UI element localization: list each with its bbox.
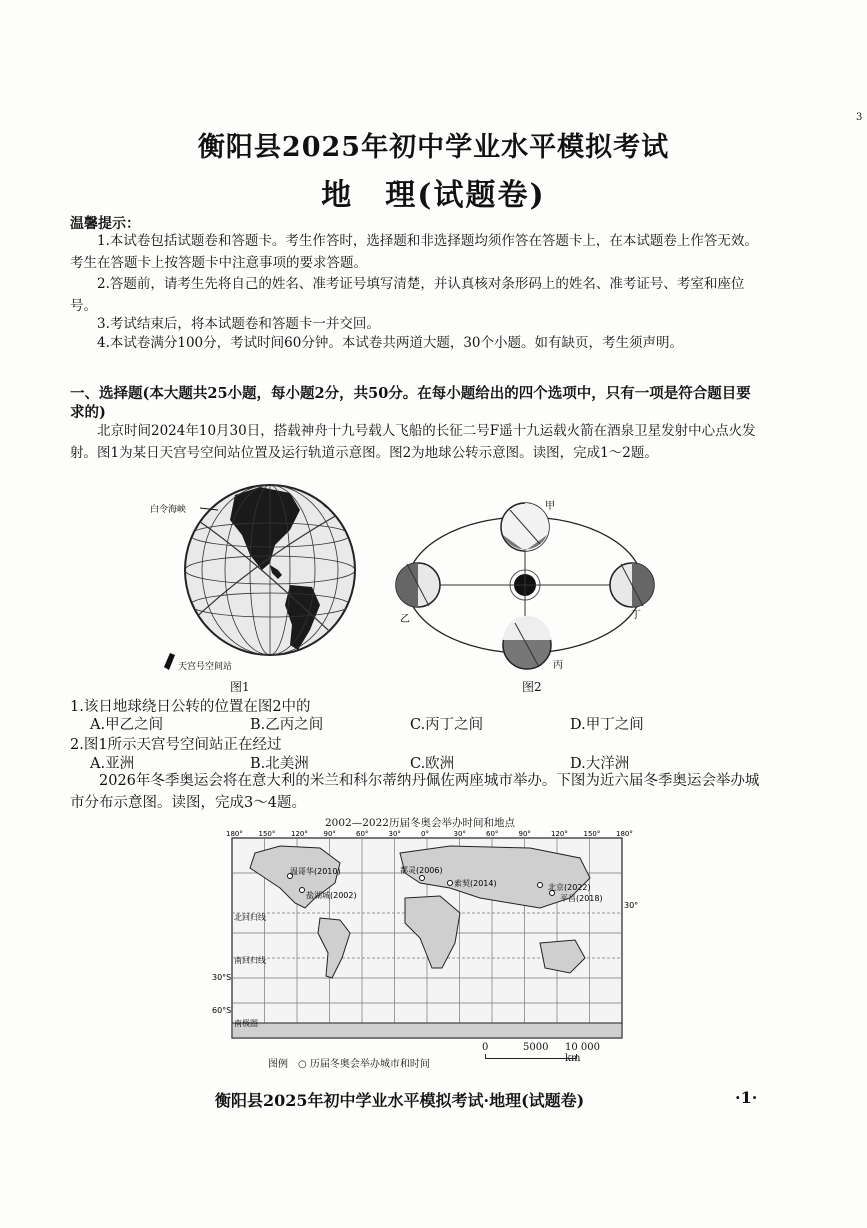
city-label-3: 都灵(2006) xyxy=(400,866,443,875)
section-heading: 一、选择题(本大题共25小题，每小题2分，共50分。在每小题给出的四个选项中，只有一项是符合题目要求的) xyxy=(70,385,751,421)
q2-option-a: A.亚洲 xyxy=(90,756,135,772)
lat-30-label: 30° xyxy=(624,901,639,910)
exam-subtitle: 地 理(试题卷) xyxy=(321,178,546,213)
label-jia: 甲 xyxy=(545,501,555,512)
city-sochi-marker xyxy=(448,881,453,886)
longitude-label: 30° xyxy=(453,830,466,838)
space-station-label: 天宫号空间站 xyxy=(178,662,233,672)
longitude-label: 90° xyxy=(323,830,336,838)
longitude-label: 0° xyxy=(421,830,429,838)
lat-30s-label: 30°S xyxy=(212,973,232,982)
city-label-1: 温哥华(2010) xyxy=(290,867,341,876)
map-legend: 图例 ○ 历届冬奥会举办城市和时间 xyxy=(268,1059,430,1070)
figure-2-orbit xyxy=(385,490,675,675)
world-map xyxy=(210,828,640,1068)
bering-strait-label: 白令海峡 xyxy=(150,505,187,515)
city-turin-marker xyxy=(420,876,425,881)
lat-60s-label: 60°S xyxy=(212,1006,232,1015)
q2-option-c: C.欧洲 xyxy=(410,756,455,772)
q1-stem: 1.该日地球绕日公转的位置在图2中的 xyxy=(70,699,311,715)
antarctica-shape xyxy=(232,1023,622,1038)
city-label-2: 盐湖城(2002) xyxy=(306,891,357,900)
scale-max: 10 000 km xyxy=(565,1042,600,1064)
antarctic-circle-label: 南极圈 xyxy=(234,1019,258,1028)
city-label-6: 平昌(2018) xyxy=(560,894,603,903)
q1-option-c: C.丙丁之间 xyxy=(410,717,484,733)
longitude-label: 90° xyxy=(518,830,531,838)
city-label-5: 北京(2022) xyxy=(548,883,591,892)
city-beijing-marker xyxy=(538,883,543,888)
space-station-icon xyxy=(164,653,175,670)
longitude-label: 150° xyxy=(583,830,601,838)
q1-option-a: A.甲乙之间 xyxy=(90,717,164,733)
q1-option-b: B.乙丙之间 xyxy=(250,717,324,733)
tips-heading: 温馨提示： xyxy=(70,216,140,232)
tip-4: 4.本试卷满分100分，考试时间60分钟。本试卷共两道大题，30个小题。如有缺页，考生须声明。 xyxy=(97,335,684,351)
label-yi: 乙 xyxy=(400,614,410,625)
map-scale xyxy=(482,1042,615,1064)
tropic-cancer-label: 北回归线 xyxy=(234,913,266,922)
q2-option-b: B.北美洲 xyxy=(250,756,309,772)
tropic-capricorn-label: 南回归线 xyxy=(234,956,266,965)
page-footer: 衡阳县2025年初中学业水平模拟考试·地理(试题卷) xyxy=(215,1091,585,1110)
q1-option-d: D.甲丁之间 xyxy=(570,717,644,733)
exam-title: 衡阳县2025年初中学业水平模拟考试 xyxy=(197,132,670,163)
q1-options xyxy=(90,713,730,734)
longitude-label: 60° xyxy=(486,830,499,838)
map-title: 2002—2022历届冬奥会举办时间和地点 xyxy=(325,817,515,829)
scale-zero: 0 xyxy=(482,1042,489,1053)
figure-2-caption: 图2 xyxy=(522,680,542,694)
corner-mark: 3 xyxy=(856,112,863,123)
figure-1-globe xyxy=(150,475,380,680)
page-number: ·1· xyxy=(735,1088,758,1107)
q2-stem: 2.图1所示天宫号空间站正在经过 xyxy=(70,737,282,753)
city-label-4: 索契(2014) xyxy=(454,879,497,888)
tip-3: 3.考试结束后，将本试题卷和答题卡一并交回。 xyxy=(97,316,380,332)
intro-q3-4: 2026年冬季奥运会将在意大利的米兰和科尔蒂纳丹佩佐两座城市举办。下图为近六届冬季奥运会举办城市分布示意图。读图，完成3～4题。 xyxy=(70,773,760,811)
longitude-label: 120° xyxy=(291,830,308,838)
longitude-label: 180° xyxy=(616,830,633,838)
q2-option-d: D.大洋洲 xyxy=(570,756,630,772)
figure-1-caption: 图1 xyxy=(230,680,250,694)
city-saltlake-marker xyxy=(300,888,305,893)
longitude-label: 120° xyxy=(551,830,568,838)
label-ding: 丁 xyxy=(631,610,641,621)
tip-2: 2.答题前，请考生先将自己的姓名、准考证号填写清楚，并认真核对条形码上的姓名、准考证号、考室和座位号。 xyxy=(70,276,745,314)
longitude-label: 150° xyxy=(258,830,276,838)
label-bing: 丙 xyxy=(553,660,563,671)
longitude-label: 30° xyxy=(388,830,401,838)
longitude-label: 180° xyxy=(226,830,243,838)
longitude-label: 60° xyxy=(356,830,369,838)
scale-mid: 5000 xyxy=(523,1042,549,1053)
intro-q1-2: 北京时间2024年10月30日，搭载神舟十九号载人飞船的长征二号F遥十九运载火箭在酒泉卫星发射中心点火发射。图1为某日天宫号空间站位置及运行轨道示意图。图2为地球公转示意图。读图，完成1～2题。 xyxy=(70,423,756,461)
tip-1: 1.本试卷包括试题卷和答题卡。考生作答时，选择题和非选择题均须作答在答题卡上，在本试题卷上作答无效。考生在答题卡上按答题卡中注意事项的要求答题。 xyxy=(70,233,758,271)
